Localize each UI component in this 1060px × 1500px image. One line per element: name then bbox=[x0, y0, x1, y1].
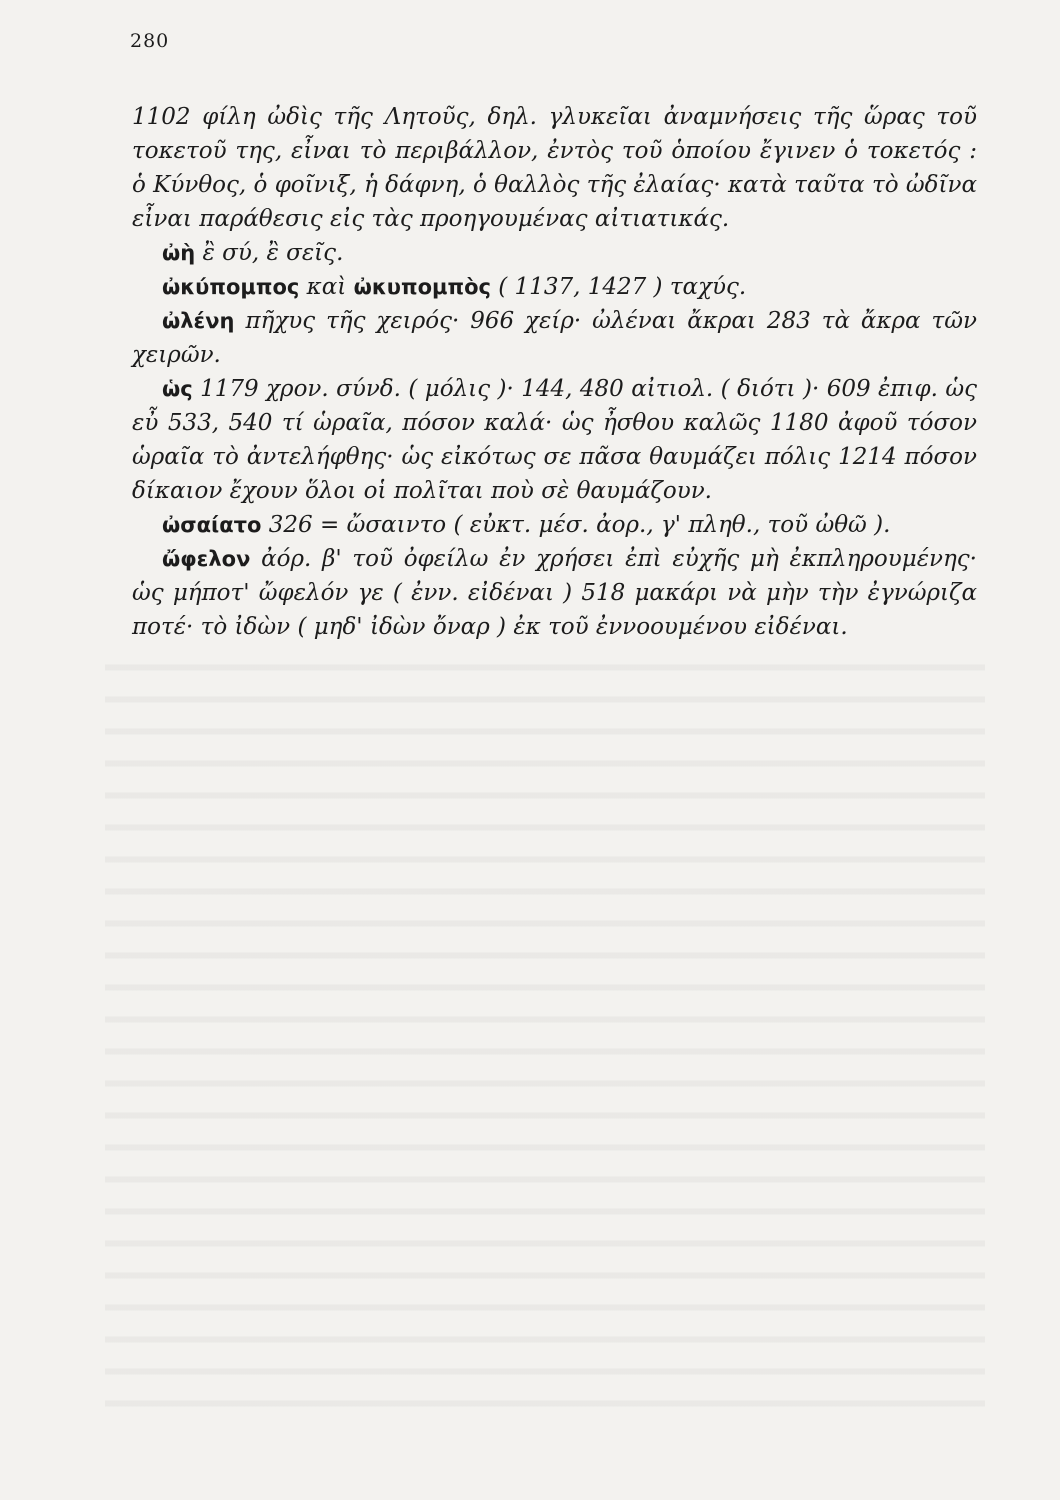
page-number: 280 bbox=[130, 30, 170, 52]
glossary-entries bbox=[132, 100, 977, 644]
entry-headword: ὠλένη bbox=[162, 309, 235, 333]
entry-headword: ὤφελον bbox=[162, 547, 251, 571]
glossary-entry bbox=[132, 304, 977, 372]
entry-text: ἒ σύ, ἒ σεῖς. bbox=[195, 240, 344, 266]
glossary-entry bbox=[132, 100, 977, 236]
entry-text: καὶ bbox=[299, 274, 354, 300]
entry-headword: ὠὴ bbox=[162, 241, 196, 265]
glossary-entry bbox=[132, 372, 977, 508]
entry-text: 1102 φίλη ὠδὶς τῆς Λητοῦς, δηλ. γλυκεῖαι ἀναμνήσεις τῆς ὥρας τοῦ τοκετοῦ της, εἶναι τὸ περιβάλλον, ἐντὸς τοῦ ὁποίου ἔγινεν ὁ τοκετός : ὁ Κύνθος, ὁ φοῖνιξ, ἡ δάφνη, ὁ θαλλὸς τῆς ἐλαίας· κατὰ ταῦτα τὸ ὠδῖνα εἶναι παράθεσις εἰς τὰς προηγουμένας αἰτιατικάς. bbox=[132, 104, 977, 232]
entry-text: πῆχυς τῆς χειρός· 966 χείρ· ὠλέναι ἄκραι 283 τὰ ἄκρα τῶν χειρῶν. bbox=[132, 308, 977, 368]
entry-headword: ὠκύπομπος bbox=[162, 275, 300, 299]
glossary-entry bbox=[132, 542, 977, 644]
entry-text: 326 = ὤσαιντο ( εὐκτ. μέσ. ἀορ., γ' πληθ., τοῦ ὠθῶ ). bbox=[261, 512, 891, 538]
glossary-entry bbox=[132, 236, 977, 270]
show-through-text bbox=[105, 640, 985, 1410]
entry-headword: ὡς bbox=[162, 377, 193, 401]
entry-headword: ὠσαίατο bbox=[162, 513, 262, 537]
glossary-entry bbox=[132, 270, 977, 304]
entry-text: 1179 χρον. σύνδ. ( μόλις )· 144, 480 αἰτιολ. ( διότι )· 609 ἐπιφ. ὡς εὖ 533, 540 τί ὡραῖα, πόσον καλά· ὡς ἦσθου καλῶς 1180 ἀφοῦ τόσον ὡραῖα τὸ ἀντελήφθης· ὡς εἰκότως σε πᾶσα θαυμάζει πόλις 1214 πόσον δίκαιον ἔχουν ὅλοι οἱ πολῖται ποὺ σὲ θαυμάζουν. bbox=[132, 376, 977, 504]
entry-text: ἀόρ. β' τοῦ ὀφείλω ἐν χρήσει ἐπὶ εὐχῆς μὴ ἐκπληρουμένης· ὡς μήποτ' ὤφελόν γε ( ἐνν. εἰδέναι ) 518 μακάρι νὰ μὴν τὴν ἐγνώριζα ποτέ· τὸ ἰδὼν ( μηδ' ἰδὼν ὄναρ ) ἐκ τοῦ ἐννοουμένου εἰδέναι. bbox=[132, 546, 977, 640]
entry-text: ( 1137, 1427 ) ταχύς. bbox=[490, 274, 747, 300]
entry-headword-variant: ὠκυπομπὸς bbox=[353, 275, 491, 299]
glossary-entry bbox=[132, 508, 977, 542]
